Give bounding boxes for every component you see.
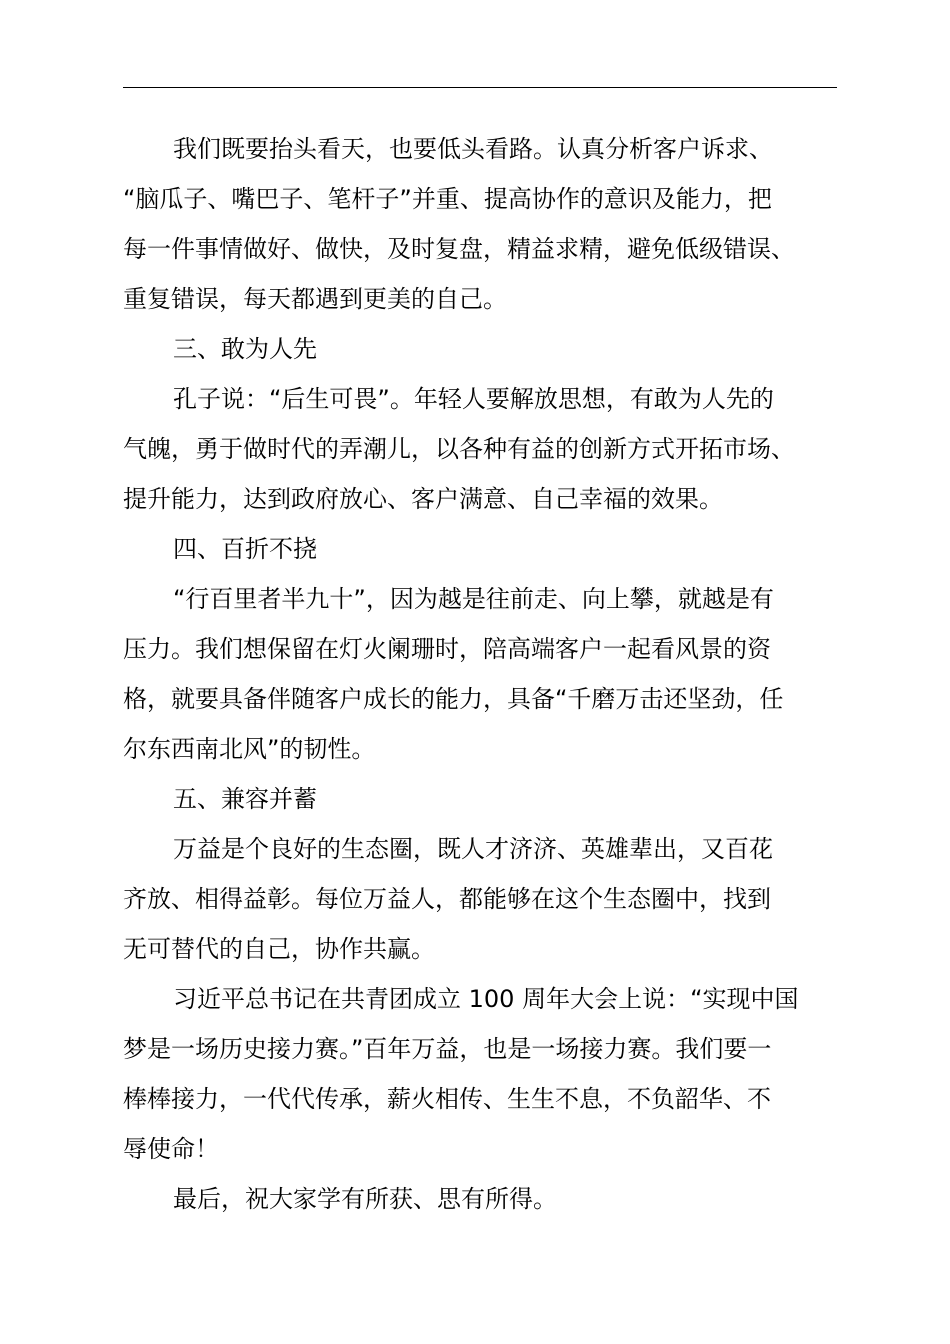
section-heading-4 — [123, 524, 843, 574]
paragraph-perseverance — [123, 574, 843, 774]
paragraph-line: 尔东西南北风”的韧性。 — [123, 735, 376, 763]
section-heading-text: 四、百折不挠 — [173, 535, 317, 563]
header-rule — [123, 87, 837, 88]
paragraph-line: 提升能力，达到政府放心、客户满意、自己幸福的效果。 — [123, 485, 723, 513]
paragraph-line: 辱使命！ — [123, 1135, 219, 1163]
paragraph-line: 气魄，勇于做时代的弄潮儿，以各种有益的创新方式开拓市场、 — [123, 435, 795, 463]
paragraph-line: 梦是一场历史接力赛。”百年万益，也是一场接力赛。我们要一 — [123, 1035, 772, 1063]
paragraph-dare-to-lead — [123, 374, 843, 524]
paragraph-line: 棒棒接力，一代代传承，薪火相传、生生不息，不负韶华、不 — [123, 1085, 771, 1113]
paragraph-line: 齐放、相得益彰。每位万益人，都能够在这个生态圈中，找到 — [123, 885, 771, 913]
paragraph-line: 压力。我们想保留在灯火阑珊时，陪高端客户一起看风景的资 — [123, 635, 771, 663]
paragraph-line: “脑瓜子、嘴巴子、笔杆子”并重、提高协作的意识及能力，把 — [123, 185, 772, 213]
section-heading-text: 五、兼容并蓄 — [173, 785, 317, 813]
paragraph-line: 无可替代的自己，协作共赢。 — [123, 935, 435, 963]
paragraph-closing — [123, 1174, 843, 1224]
section-heading-3 — [123, 324, 843, 374]
section-heading-5 — [123, 774, 843, 824]
paragraph-line: 我们既要抬头看天，也要低头看路。认真分析客户诉求、 — [173, 135, 773, 163]
paragraph-line: 重复错误，每天都遇到更美的自己。 — [123, 285, 507, 313]
paragraph-line: 万益是个良好的生态圈，既人才济济、英雄辈出，又百花 — [173, 835, 773, 863]
paragraph-line: 每一件事情做好、做快，及时复盘，精益求精，避免低级错误、 — [123, 235, 795, 263]
paragraph-ecosystem — [123, 824, 843, 974]
paragraph-line: 孔子说：“后生可畏”。年轻人要解放思想，有敢为人先的 — [173, 385, 774, 413]
paragraph-relay-race — [123, 974, 843, 1174]
document-body — [123, 124, 843, 1224]
paragraph-line: 最后，祝大家学有所获、思有所得。 — [173, 1185, 557, 1213]
paragraph-line: “行百里者半九十”，因为越是往前走、向上攀，就越是有 — [173, 585, 774, 613]
paragraph-line: 习近平总书记在共青团成立 100 周年大会上说：“实现中国 — [173, 985, 799, 1013]
paragraph-look-up-and-down — [123, 124, 843, 324]
section-heading-text: 三、敢为人先 — [173, 335, 317, 363]
paragraph-line: 格，就要具备伴随客户成长的能力，具备“千磨万击还坚劲，任 — [123, 685, 784, 713]
